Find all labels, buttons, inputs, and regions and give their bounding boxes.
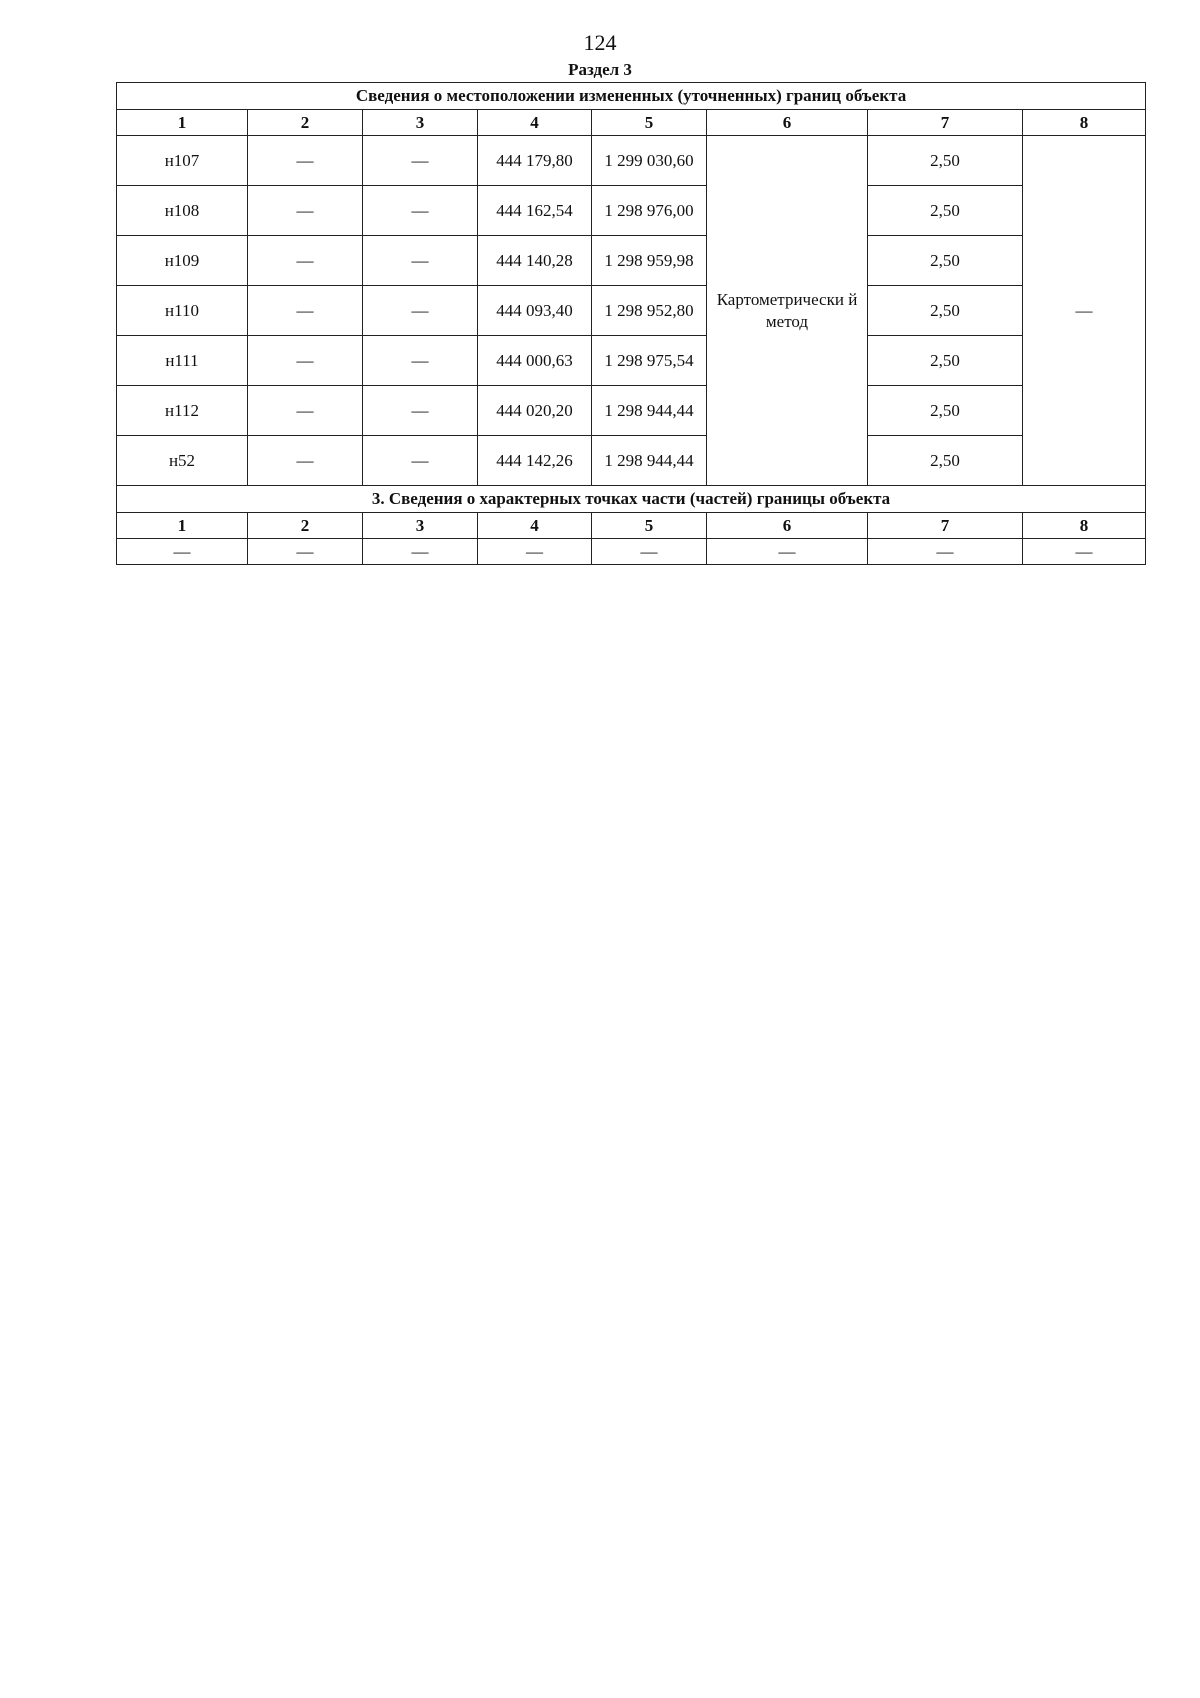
table-row (117, 336, 1146, 386)
cell-col2: — (248, 436, 363, 486)
coord-y: 1 298 952,80 (592, 286, 707, 336)
coord-x: 444 000,63 (478, 336, 592, 386)
column-header: 7 (868, 513, 1023, 539)
empty-cell: — (248, 539, 363, 565)
accuracy: 2,50 (868, 136, 1023, 186)
cell-col2: — (248, 286, 363, 336)
coord-x: 444 093,40 (478, 286, 592, 336)
table2-title: 3. Сведения о характерных точках части (частей) границы объекта (117, 486, 1146, 513)
accuracy: 2,50 (868, 186, 1023, 236)
page-number: 124 (583, 30, 617, 55)
accuracy: 2,50 (868, 336, 1023, 386)
table-row (117, 539, 1146, 565)
table1-title-row (117, 83, 1146, 110)
column-header: 8 (1023, 110, 1146, 136)
column-header: 7 (868, 110, 1023, 136)
col8-cell: — (1023, 136, 1146, 486)
section-title: Раздел 3 (568, 60, 632, 79)
column-header: 1 (117, 110, 248, 136)
cell-col2: — (248, 336, 363, 386)
accuracy: 2,50 (868, 386, 1023, 436)
accuracy: 2,50 (868, 286, 1023, 336)
coord-y: 1 298 944,44 (592, 436, 707, 486)
column-header: 8 (1023, 513, 1146, 539)
table-row (117, 436, 1146, 486)
cell-col3: — (363, 136, 478, 186)
coord-y: 1 298 975,54 (592, 336, 707, 386)
empty-cell: — (1023, 539, 1146, 565)
coord-x: 444 162,54 (478, 186, 592, 236)
coord-y: 1 298 944,44 (592, 386, 707, 436)
point-name: н107 (117, 136, 248, 186)
column-header: 1 (117, 513, 248, 539)
column-header: 3 (363, 110, 478, 136)
coord-x: 444 140,28 (478, 236, 592, 286)
point-name: н112 (117, 386, 248, 436)
empty-cell: — (592, 539, 707, 565)
empty-cell: — (478, 539, 592, 565)
coord-x: 444 020,20 (478, 386, 592, 436)
cell-col2: — (248, 136, 363, 186)
coord-y: 1 299 030,60 (592, 136, 707, 186)
point-name: н52 (117, 436, 248, 486)
point-name: н108 (117, 186, 248, 236)
cell-col3: — (363, 336, 478, 386)
table1-title: Сведения о местоположении измененных (уточненных) границ объекта (117, 83, 1146, 110)
cell-col2: — (248, 186, 363, 236)
cell-col3: — (363, 436, 478, 486)
empty-cell: — (117, 539, 248, 565)
column-header: 2 (248, 110, 363, 136)
point-name: н109 (117, 236, 248, 286)
coord-y: 1 298 959,98 (592, 236, 707, 286)
cell-col3: — (363, 386, 478, 436)
table2-header-row (117, 513, 1146, 539)
column-header: 5 (592, 513, 707, 539)
accuracy: 2,50 (868, 236, 1023, 286)
method-cell: Картометрически й метод (707, 136, 868, 486)
column-header: 5 (592, 110, 707, 136)
table2-title-row (117, 486, 1146, 513)
cell-col3: — (363, 186, 478, 236)
point-name: н111 (117, 336, 248, 386)
cell-col3: — (363, 236, 478, 286)
column-header: 3 (363, 513, 478, 539)
empty-cell: — (868, 539, 1023, 565)
table-row (117, 386, 1146, 436)
coord-y: 1 298 976,00 (592, 186, 707, 236)
column-header: 2 (248, 513, 363, 539)
coord-x: 444 179,80 (478, 136, 592, 186)
table1-header-row (117, 110, 1146, 136)
boundary-table (116, 82, 1146, 565)
coord-x: 444 142,26 (478, 436, 592, 486)
accuracy: 2,50 (868, 436, 1023, 486)
table-row (117, 236, 1146, 286)
table-row (117, 286, 1146, 336)
column-header: 4 (478, 513, 592, 539)
cell-col2: — (248, 386, 363, 436)
table-row (117, 186, 1146, 236)
column-header: 6 (707, 110, 868, 136)
column-header: 6 (707, 513, 868, 539)
empty-cell: — (363, 539, 478, 565)
cell-col3: — (363, 286, 478, 336)
column-header: 4 (478, 110, 592, 136)
table-row (117, 136, 1146, 186)
cell-col2: — (248, 236, 363, 286)
empty-cell: — (707, 539, 868, 565)
point-name: н110 (117, 286, 248, 336)
